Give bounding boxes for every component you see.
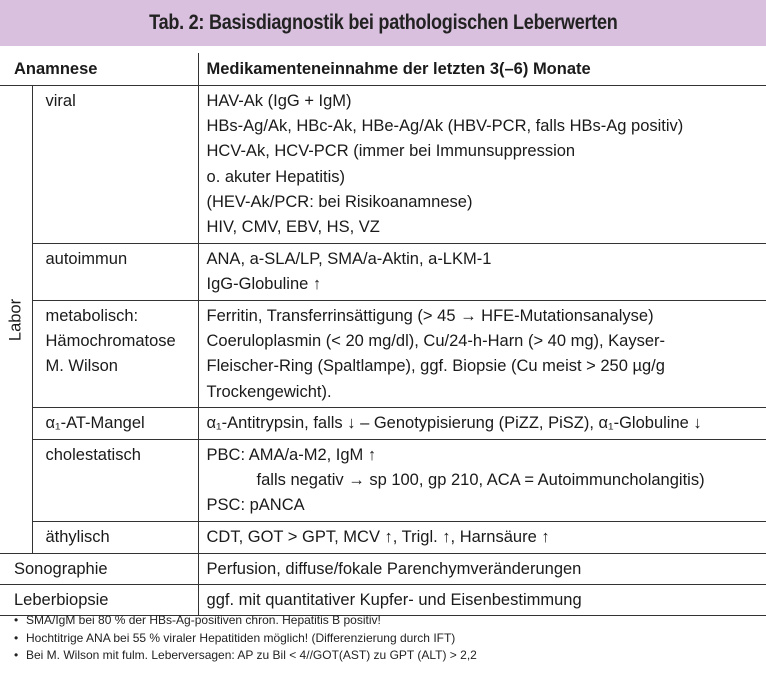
metabolisch-line: Ferritin, Transferrinsättigung (> 45 → HFE-Mutationsanalyse) bbox=[206, 307, 654, 325]
metabolisch-line: Trockengewicht). bbox=[206, 382, 332, 401]
metabolisch-line: Fleischer-Ring (Spaltlampe), ggf. Biopsie (Cu meist > 250 µg/g bbox=[206, 357, 665, 376]
metabolisch-label-line: metabolisch: bbox=[45, 307, 139, 325]
sonographie-value: Perfusion, diffuse/fokale Parenchymveränderungen bbox=[198, 554, 766, 585]
footnote-text: Bei M. Wilson mit fulm. Leberversagen: AP zu Bil < 4//GOT(AST) zu GPT (ALT) > 2,2 bbox=[26, 648, 477, 662]
labor-label-text: Labor bbox=[6, 298, 25, 341]
table-row-aethylisch bbox=[0, 522, 766, 554]
bullet-icon: • bbox=[14, 630, 19, 645]
row-content-autoimmun bbox=[198, 244, 766, 301]
footnote-item bbox=[14, 630, 477, 648]
viral-line: HBs-Ag/Ak, HBc-Ak, HBe-Ag/Ak (HBV-PCR, falls HBs-Ag positiv) bbox=[206, 117, 684, 136]
table-row-a1at bbox=[0, 408, 766, 440]
autoimmun-line: ANA, a-SLA/LP, SMA/a-Aktin, a-LKM-1 bbox=[206, 250, 492, 268]
row-label-aethylisch: äthylisch bbox=[32, 522, 198, 554]
row-content-aethylisch bbox=[198, 522, 766, 554]
row-label-autoimmun: autoimmun bbox=[32, 244, 198, 301]
table-title: Tab. 2: Basisdiagnostik bei pathologischen Leberwerten bbox=[148, 11, 618, 34]
sonographie-label: Sonographie bbox=[0, 554, 198, 585]
leberbiopsie-label: Leberbiopsie bbox=[0, 585, 198, 616]
metabolisch-line: Coeruloplasmin (< 20 mg/dl), Cu/24-h-Harn (> 40 mg), Kayser- bbox=[206, 332, 666, 351]
table-row-leberbiopsie bbox=[0, 585, 766, 616]
a1at-line: α₁-Antitrypsin, falls ↓ – Genotypisierung (PiZZ, PiSZ), α₁-Globuline ↓ bbox=[206, 414, 702, 432]
row-label-viral: viral bbox=[32, 86, 198, 244]
row-label-cholestatisch: cholestatisch bbox=[32, 440, 198, 522]
row-label-metabolisch bbox=[32, 301, 198, 408]
footnote-text: Hochtitrige ANA bei 55 % viraler Hepatitiden möglich! (Differenzierung durch IFT) bbox=[26, 630, 456, 645]
row-content-a1at bbox=[198, 408, 766, 440]
anamnese-label: Anamnese bbox=[0, 53, 198, 86]
table-row-autoimmun bbox=[0, 244, 766, 301]
viral-line: o. akuter Hepatitis) bbox=[206, 167, 345, 186]
table-row-anamnese bbox=[0, 53, 766, 86]
bullet-icon: • bbox=[14, 648, 19, 662]
diagnostics-table bbox=[0, 53, 766, 616]
labor-vertical-label bbox=[0, 86, 32, 554]
cholestatisch-line: falls negativ → sp 100, gp 210, ACA = Autoimmuncholangitis) bbox=[256, 471, 705, 490]
row-content-cholestatisch bbox=[198, 440, 766, 522]
aethylisch-line: CDT, GOT > GPT, MCV ↑, Trigl. ↑, Harnsäure ↑ bbox=[206, 528, 550, 546]
row-content-metabolisch bbox=[198, 301, 766, 408]
footnotes bbox=[14, 612, 477, 665]
footnote-text: SMA/IgM bei 80 % der HBs-Ag-positiven chron. Hepatitis B positiv! bbox=[26, 613, 381, 627]
viral-line: HIV, CMV, EBV, HS, VZ bbox=[206, 218, 380, 237]
table-row-cholestatisch bbox=[0, 440, 766, 522]
viral-line: HAV-Ak (IgG + IgM) bbox=[206, 92, 352, 110]
viral-line: HCV-Ak, HCV-PCR (immer bei Immunsuppression bbox=[206, 142, 576, 161]
row-label-a1at: α₁-AT-Mangel bbox=[32, 408, 198, 440]
anamnese-value: Medikamenteneinnahme der letzten 3(–6) Monate bbox=[206, 60, 591, 78]
table-title-bar bbox=[0, 0, 766, 46]
bullet-icon: • bbox=[14, 613, 19, 627]
table-row-viral bbox=[0, 86, 766, 244]
cholestatisch-line: PBC: AMA/a-M2, IgM ↑ bbox=[206, 446, 377, 464]
row-content-viral bbox=[198, 86, 766, 244]
table-row-sonographie bbox=[0, 554, 766, 585]
metabolisch-label-line: Hämochromatose bbox=[45, 332, 176, 351]
cholestatisch-line: PSC: pANCA bbox=[206, 496, 305, 515]
table-row-metabolisch bbox=[0, 301, 766, 408]
leberbiopsie-value: ggf. mit quantitativer Kupfer- und Eisenbestimmung bbox=[198, 585, 766, 616]
viral-line: (HEV-Ak/PCR: bei Risikoanamnese) bbox=[206, 192, 473, 211]
autoimmun-line: IgG-Globuline ↑ bbox=[206, 275, 322, 294]
footnote-item bbox=[14, 612, 477, 630]
metabolisch-label-line: M. Wilson bbox=[45, 357, 118, 376]
footnote-item bbox=[14, 647, 477, 665]
